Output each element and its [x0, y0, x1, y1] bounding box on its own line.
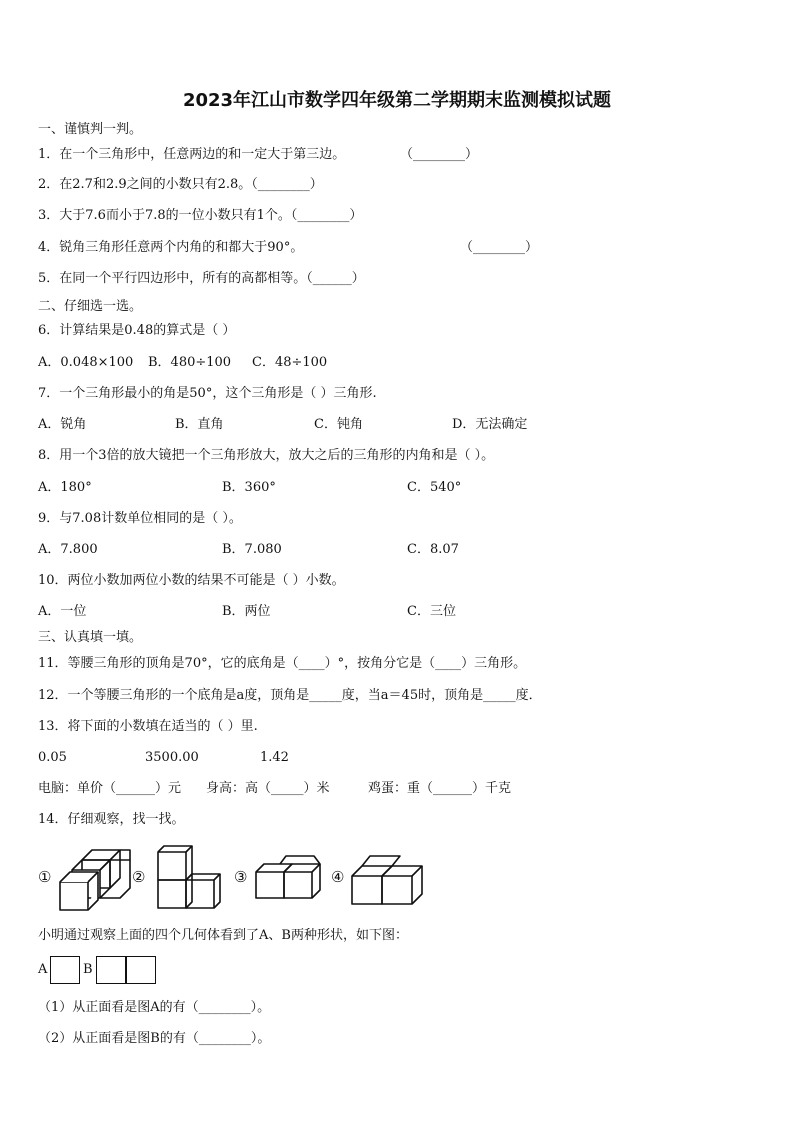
- fill-height: 身高：高（_____）米: [206, 781, 330, 796]
- question-6-option-b: B．480÷100: [148, 355, 232, 370]
- decimal-1: 0.05: [38, 750, 67, 765]
- question-8-option-c: C．540°: [407, 480, 462, 495]
- question-14-sub-2: （2）从正面看是图B的有（________）。: [38, 1031, 271, 1046]
- question-10-option-c: C．三位: [407, 604, 456, 619]
- page-title: 2023年江山市数学四年级第二学期期末监测模拟试题: [182, 90, 612, 111]
- question-4-blank: （________）: [460, 240, 539, 255]
- question-14: 14．仔细观察，找一找。: [38, 812, 185, 827]
- question-7-option-d: D．无法确定: [452, 417, 528, 432]
- fill-computer-price: 电脑：单价（______）元: [38, 781, 182, 796]
- question-14-sub-1: （1）从正面看是图A的有（________）。: [38, 1000, 271, 1015]
- question-6: 6．计算结果是0.48的算式是（ ）: [38, 323, 236, 338]
- question-10-option-a: A．一位: [38, 604, 87, 619]
- question-4: 4．锐角三角形任意两个内角的和都大于90°。: [38, 240, 304, 255]
- figure-4-mark: ④: [331, 868, 345, 886]
- question-13: 13．将下面的小数填在适当的（ ）里.: [38, 719, 258, 734]
- question-6-option-a: A．0.048×100: [38, 355, 134, 370]
- question-9: 9．与7.08计数单位相同的是（ ）。: [38, 511, 242, 526]
- question-7-option-b: B．直角: [175, 417, 224, 432]
- shape-b-square-1: [96, 956, 126, 984]
- question-8-option-b: B．360°: [222, 480, 276, 495]
- decimal-3: 1.42: [260, 750, 289, 765]
- figure-3-mark: ③: [234, 868, 248, 886]
- question-1-blank: （________）: [400, 147, 479, 162]
- decimal-2: 3500.00: [145, 750, 199, 765]
- question-7-option-c: C．钝角: [314, 417, 363, 432]
- question-9-option-a: A．7.800: [38, 542, 98, 557]
- question-5: 5．在同一个平行四边形中，所有的高都相等。（______）: [38, 271, 365, 286]
- question-14-description: 小明通过观察上面的四个几何体看到了A、B两种形状，如下图：: [38, 928, 408, 943]
- question-8-option-a: A．180°: [38, 480, 92, 495]
- figure-2-cubes: [158, 846, 220, 908]
- question-9-option-b: B．7.080: [222, 542, 282, 557]
- question-11: 11．等腰三角形的顶角是70°，它的底角是（____）°，按角分它是（____）三角形。: [38, 656, 527, 671]
- shape-b-square-2: [126, 956, 156, 984]
- shape-a-label: A: [38, 962, 48, 977]
- question-6-option-c: C．48÷100: [252, 355, 328, 370]
- question-1: 1．在一个三角形中，任意两边的和一定大于第三边。: [38, 147, 346, 162]
- question-8: 8．用一个3倍的放大镜把一个三角形放大，放大之后的三角形的内角和是（ ）。: [38, 448, 495, 463]
- section-3-heading: 三、认真填一填。: [38, 630, 143, 645]
- shape-b-label: B: [83, 962, 93, 977]
- figure-4-cubes: [352, 856, 422, 904]
- question-3: 3．大于7.6而小于7.8的一位小数只有1个。（________）: [38, 208, 363, 223]
- question-12: 12．一个等腰三角形的一个底角是a度，顶角是_____度，当a＝45时，顶角是_____度．: [38, 688, 542, 703]
- question-10-option-b: B．两位: [222, 604, 271, 619]
- question-7-option-a: A．锐角: [38, 417, 87, 432]
- figure-1-cubes: [60, 850, 130, 910]
- question-7: 7．一个三角形最小的角是50°，这个三角形是（ ）三角形.: [38, 386, 377, 401]
- question-10: 10．两位小数加两位小数的结果不可能是（ ）小数。: [38, 573, 345, 588]
- shape-a-square: [50, 956, 80, 984]
- fill-egg-weight: 鸡蛋：重（______）千克: [368, 781, 512, 796]
- figure-1-mark: ①: [38, 868, 52, 886]
- section-2-heading: 二、仔细选一选。: [38, 299, 143, 314]
- question-9-option-c: C．8.07: [407, 542, 459, 557]
- section-1-heading: 一、谨慎判一判。: [38, 122, 143, 137]
- figure-2-mark: ②: [132, 868, 146, 886]
- question-2: 2．在2.7和2.9之间的小数只有2.8。（________）: [38, 177, 323, 192]
- figure-3-cubes: [256, 856, 320, 898]
